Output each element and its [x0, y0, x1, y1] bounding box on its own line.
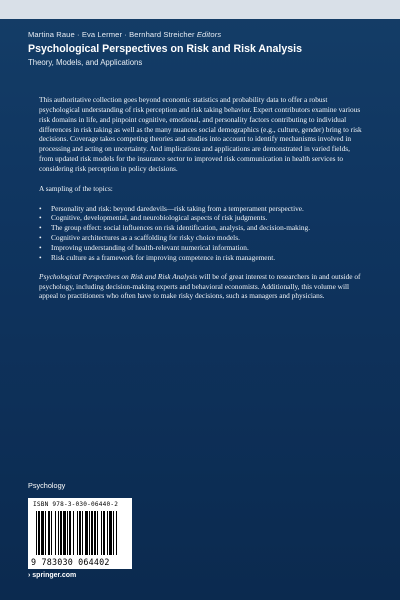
barcode-digits: 9 783030 064402 [31, 557, 110, 567]
top-band [0, 0, 400, 19]
topic-text: Cognitive, developmental, and neurobiological aspects of risk judgments. [51, 213, 268, 223]
closing-text: will be of great interest to researchers in and outside of psychology, including decision-making experts and behavioral economists. Additionally, this volume will appeal to practitioners who often have to make risky decisions, such as managers and physicians. [39, 271, 361, 301]
topic-item [39, 213, 364, 223]
topic-item [39, 243, 364, 253]
topic-item [39, 233, 364, 243]
isbn-barcode [28, 498, 132, 569]
topic-item [39, 223, 364, 233]
topic-text: Risk culture as a framework for improving competence in risk management. [51, 252, 276, 262]
closing-book-title: Psychological Perspectives on Risk and Risk Analysis [39, 271, 198, 281]
book-title: Psychological Perspectives on Risk and Risk Analysis [28, 43, 302, 55]
bullet-icon: • [39, 213, 42, 223]
description-paragraph: This authoritative collection goes beyond economic statistics and probability data to offer a robust psychological understanding of risk perception and risk taking behavior. Expert contributors examine various risk domains in life, and pinpoint cognitive, emotional, and personality factors contributing to individual differences in risk taking as well as the many nuances social demographics (e.g., culture, gender) bring to risk decisions. Coverage takes competing theories and studies into account to identify mechanisms involved in processing and acting on uncertainty. And implications and applications are demonstrated in varied fields, from updated risk models for the insurance sector to improved risk communication in health services to considering risk perception in policy decisions. [39, 95, 362, 173]
book-subtitle: Theory, Models, and Applications [28, 58, 143, 67]
bullet-icon: • [39, 223, 42, 233]
bullet-icon: • [39, 242, 42, 252]
topic-text: Improving understanding of health-relevant numerical information. [51, 242, 249, 252]
editor-names: Martina Raue · Eva Lermer · Bernhard Streicher [28, 30, 195, 39]
blurb [39, 95, 364, 311]
bullet-icon: • [39, 252, 42, 262]
isbn-label: ISBN 978-3-030-06440-2 [33, 501, 119, 508]
topic-item [39, 204, 364, 214]
bullet-icon: • [39, 203, 42, 213]
barcode-bars [36, 511, 126, 555]
topics-intro: A sampling of the topics: [39, 183, 113, 193]
topic-text: The group effect: social influences on risk identification, analysis, and decision-making. [51, 223, 311, 233]
topic-text: Cognitive architectures as a scaffolding for risky choice models. [51, 233, 240, 243]
topic-text: Personality and risk: beyond daredevils—risk taking from a temperament perspective. [51, 203, 304, 213]
topics-list [39, 204, 364, 263]
topic-item [39, 253, 364, 263]
subject-category: Psychology [28, 481, 66, 490]
closing-paragraph [39, 272, 364, 302]
editors-line [28, 30, 378, 39]
publisher-url: › springer.com [28, 572, 77, 579]
bullet-icon: • [39, 233, 42, 243]
cover-header [28, 30, 378, 67]
editors-role: Editors [196, 30, 222, 39]
